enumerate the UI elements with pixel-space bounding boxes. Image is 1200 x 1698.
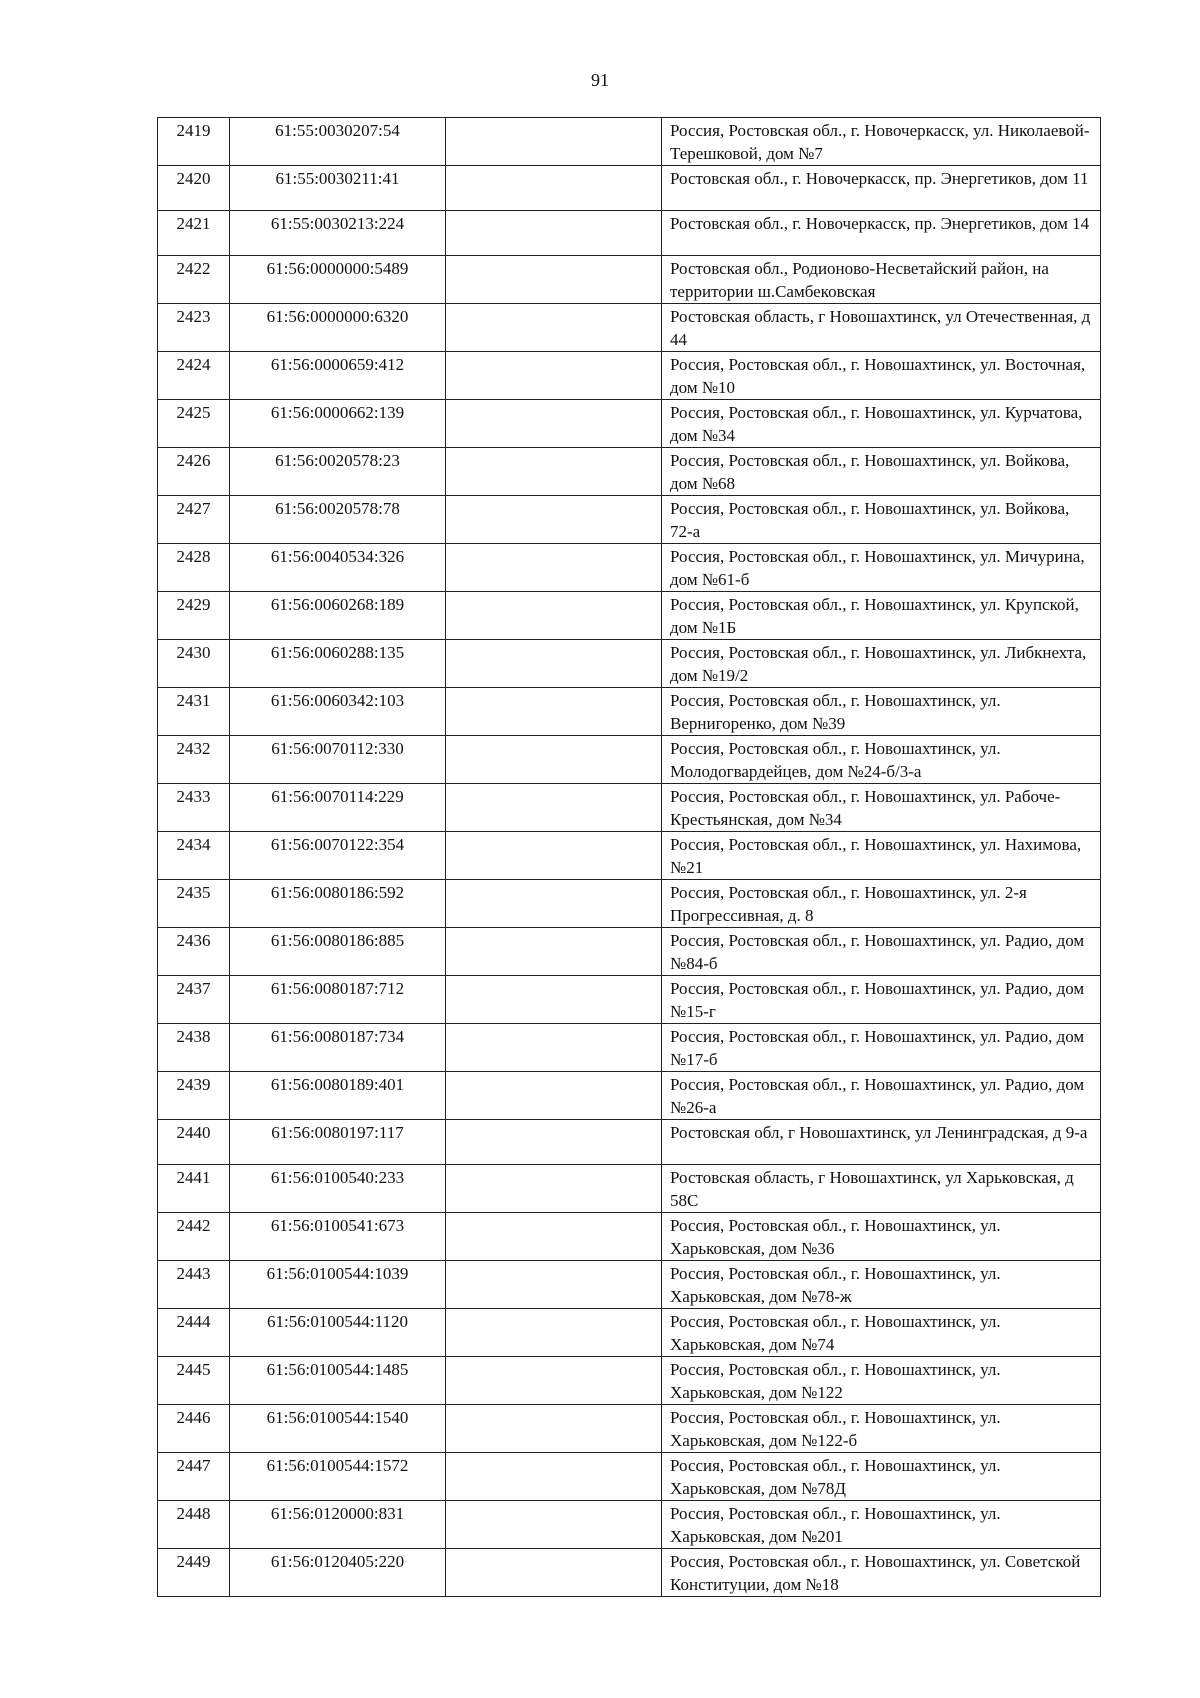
address-cell: Россия, Ростовская обл., г. Новошахтинск, ул. Рабоче-Крестьянская, дом №34 <box>662 784 1101 832</box>
cadastral-number-cell: 61:56:0100544:1572 <box>230 1453 446 1501</box>
empty-cell <box>446 736 662 784</box>
cadastral-number-cell: 61:56:0080197:117 <box>230 1120 446 1165</box>
empty-cell <box>446 1501 662 1549</box>
address-cell: Россия, Ростовская обл., г. Новошахтинск, ул. Войкова, дом №68 <box>662 448 1101 496</box>
cadastral-number-cell: 61:56:0120000:831 <box>230 1501 446 1549</box>
empty-cell <box>446 640 662 688</box>
table-row <box>158 1120 1101 1165</box>
address-cell: Россия, Ростовская обл., г. Новошахтинск, ул. Радио, дом №15-г <box>662 976 1101 1024</box>
empty-cell <box>446 400 662 448</box>
address-cell: Россия, Ростовская обл., г. Новошахтинск, ул. Нахимова, №21 <box>662 832 1101 880</box>
address-cell: Россия, Ростовская обл., г. Новочеркасск, ул. Николаевой-Терешковой, дом №7 <box>662 118 1101 166</box>
row-number-cell: 2443 <box>158 1261 230 1309</box>
table-row <box>158 1024 1101 1072</box>
address-cell: Россия, Ростовская обл., г. Новошахтинск, ул. Молодогвардейцев, дом №24-б/3-а <box>662 736 1101 784</box>
cadastral-number-cell: 61:55:0030211:41 <box>230 166 446 211</box>
row-number-cell: 2425 <box>158 400 230 448</box>
address-cell: Россия, Ростовская обл., г. Новошахтинск, ул. 2-я Прогрессивная, д. 8 <box>662 880 1101 928</box>
empty-cell <box>446 166 662 211</box>
row-number-cell: 2419 <box>158 118 230 166</box>
table-row <box>158 1549 1101 1597</box>
address-cell: Ростовская обл, г Новошахтинск, ул Ленинградская, д 9-а <box>662 1120 1101 1165</box>
cadastral-number-cell: 61:56:0070114:229 <box>230 784 446 832</box>
cadastral-number-cell: 61:56:0070122:354 <box>230 832 446 880</box>
row-number-cell: 2430 <box>158 640 230 688</box>
cadastral-number-cell: 61:56:0080186:592 <box>230 880 446 928</box>
cadastral-number-cell: 61:56:0080186:885 <box>230 928 446 976</box>
cadastral-number-cell: 61:56:0060268:189 <box>230 592 446 640</box>
cadastral-number-cell: 61:56:0070112:330 <box>230 736 446 784</box>
cadastral-number-cell: 61:56:0000662:139 <box>230 400 446 448</box>
cadastral-number-cell: 61:56:0100541:673 <box>230 1213 446 1261</box>
empty-cell <box>446 304 662 352</box>
address-cell: Россия, Ростовская обл., г. Новошахтинск, ул. Вернигоренко, дом №39 <box>662 688 1101 736</box>
row-number-cell: 2428 <box>158 544 230 592</box>
row-number-cell: 2441 <box>158 1165 230 1213</box>
empty-cell <box>446 1405 662 1453</box>
cadastral-number-cell: 61:56:0000659:412 <box>230 352 446 400</box>
table-row <box>158 1165 1101 1213</box>
row-number-cell: 2444 <box>158 1309 230 1357</box>
table-row <box>158 976 1101 1024</box>
table-row <box>158 1357 1101 1405</box>
address-cell: Ростовская обл., г. Новочеркасск, пр. Энергетиков, дом 11 <box>662 166 1101 211</box>
table-row <box>158 1405 1101 1453</box>
table-row <box>158 784 1101 832</box>
table-row <box>158 640 1101 688</box>
address-cell: Россия, Ростовская обл., г. Новошахтинск, ул. Харьковская, дом №78-ж <box>662 1261 1101 1309</box>
address-cell: Ростовская область, г Новошахтинск, ул Харьковская, д 58С <box>662 1165 1101 1213</box>
row-number-cell: 2439 <box>158 1072 230 1120</box>
table-row <box>158 880 1101 928</box>
row-number-cell: 2436 <box>158 928 230 976</box>
row-number-cell: 2422 <box>158 256 230 304</box>
cadastral-number-cell: 61:56:0020578:78 <box>230 496 446 544</box>
cadastral-number-cell: 61:56:0060342:103 <box>230 688 446 736</box>
empty-cell <box>446 1261 662 1309</box>
empty-cell <box>446 592 662 640</box>
address-cell: Ростовская обл., г. Новочеркасск, пр. Энергетиков, дом 14 <box>662 211 1101 256</box>
address-cell: Ростовская область, г Новошахтинск, ул Отечественная, д 44 <box>662 304 1101 352</box>
empty-cell <box>446 352 662 400</box>
table-row <box>158 256 1101 304</box>
table-row <box>158 544 1101 592</box>
cadastral-number-cell: 61:56:0060288:135 <box>230 640 446 688</box>
row-number-cell: 2437 <box>158 976 230 1024</box>
address-cell: Россия, Ростовская обл., г. Новошахтинск, ул. Харьковская, дом №36 <box>662 1213 1101 1261</box>
table-row <box>158 352 1101 400</box>
empty-cell <box>446 1309 662 1357</box>
empty-cell <box>446 1453 662 1501</box>
cadastral-number-cell: 61:56:0040534:326 <box>230 544 446 592</box>
row-number-cell: 2431 <box>158 688 230 736</box>
table-row <box>158 496 1101 544</box>
row-number-cell: 2433 <box>158 784 230 832</box>
address-cell: Ростовская обл., Родионово-Несветайский район, на территории ш.Самбековская <box>662 256 1101 304</box>
empty-cell <box>446 832 662 880</box>
table-row <box>158 832 1101 880</box>
empty-cell <box>446 256 662 304</box>
cadastral-number-cell: 61:55:0030213:224 <box>230 211 446 256</box>
address-cell: Россия, Ростовская обл., г. Новошахтинск, ул. Войкова, 72-а <box>662 496 1101 544</box>
row-number-cell: 2449 <box>158 1549 230 1597</box>
cadastral-number-cell: 61:56:0100544:1485 <box>230 1357 446 1405</box>
empty-cell <box>446 1024 662 1072</box>
table-row <box>158 118 1101 166</box>
table-row <box>158 1453 1101 1501</box>
table-row <box>158 304 1101 352</box>
cadastral-number-cell: 61:56:0080187:712 <box>230 976 446 1024</box>
address-cell: Россия, Ростовская обл., г. Новошахтинск, ул. Харьковская, дом №74 <box>662 1309 1101 1357</box>
table-row <box>158 688 1101 736</box>
row-number-cell: 2429 <box>158 592 230 640</box>
empty-cell <box>446 1213 662 1261</box>
empty-cell <box>446 976 662 1024</box>
table-row <box>158 1309 1101 1357</box>
cadastral-number-cell: 61:56:0080189:401 <box>230 1072 446 1120</box>
table-row <box>158 400 1101 448</box>
table-row <box>158 928 1101 976</box>
address-cell: Россия, Ростовская обл., г. Новошахтинск, ул. Курчатова, дом №34 <box>662 400 1101 448</box>
address-cell: Россия, Ростовская обл., г. Новошахтинск, ул. Радио, дом №26-а <box>662 1072 1101 1120</box>
row-number-cell: 2427 <box>158 496 230 544</box>
cadastral-number-cell: 61:55:0030207:54 <box>230 118 446 166</box>
address-cell: Россия, Ростовская обл., г. Новошахтинск, ул. Радио, дом №17-б <box>662 1024 1101 1072</box>
cadastral-number-cell: 61:56:0100540:233 <box>230 1165 446 1213</box>
table-row <box>158 448 1101 496</box>
empty-cell <box>446 211 662 256</box>
empty-cell <box>446 448 662 496</box>
row-number-cell: 2421 <box>158 211 230 256</box>
table-row <box>158 592 1101 640</box>
address-cell: Россия, Ростовская обл., г. Новошахтинск, ул. Восточная, дом №10 <box>662 352 1101 400</box>
page-number: 91 <box>591 70 609 90</box>
registry-table-body <box>158 118 1101 1597</box>
empty-cell <box>446 1549 662 1597</box>
row-number-cell: 2420 <box>158 166 230 211</box>
cadastral-number-cell: 61:56:0100544:1039 <box>230 1261 446 1309</box>
row-number-cell: 2434 <box>158 832 230 880</box>
address-cell: Россия, Ростовская обл., г. Новошахтинск, ул. Харьковская, дом №122-б <box>662 1405 1101 1453</box>
empty-cell <box>446 1357 662 1405</box>
cadastral-number-cell: 61:56:0080187:734 <box>230 1024 446 1072</box>
row-number-cell: 2447 <box>158 1453 230 1501</box>
empty-cell <box>446 784 662 832</box>
address-cell: Россия, Ростовская обл., г. Новошахтинск, ул. Радио, дом №84-б <box>662 928 1101 976</box>
address-cell: Россия, Ростовская обл., г. Новошахтинск, ул. Харьковская, дом №201 <box>662 1501 1101 1549</box>
row-number-cell: 2432 <box>158 736 230 784</box>
row-number-cell: 2448 <box>158 1501 230 1549</box>
row-number-cell: 2442 <box>158 1213 230 1261</box>
address-cell: Россия, Ростовская обл., г. Новошахтинск, ул. Либкнехта, дом №19/2 <box>662 640 1101 688</box>
empty-cell <box>446 544 662 592</box>
row-number-cell: 2445 <box>158 1357 230 1405</box>
empty-cell <box>446 496 662 544</box>
row-number-cell: 2440 <box>158 1120 230 1165</box>
cadastral-number-cell: 61:56:0000000:5489 <box>230 256 446 304</box>
cadastral-number-cell: 61:56:0100544:1540 <box>230 1405 446 1453</box>
empty-cell <box>446 118 662 166</box>
cadastral-number-cell: 61:56:0000000:6320 <box>230 304 446 352</box>
row-number-cell: 2426 <box>158 448 230 496</box>
address-cell: Россия, Ростовская обл., г. Новошахтинск, ул. Советской Конституции, дом №18 <box>662 1549 1101 1597</box>
table-row <box>158 1501 1101 1549</box>
empty-cell <box>446 1165 662 1213</box>
row-number-cell: 2424 <box>158 352 230 400</box>
address-cell: Россия, Ростовская обл., г. Новошахтинск, ул. Крупской, дом №1Б <box>662 592 1101 640</box>
table-row <box>158 736 1101 784</box>
empty-cell <box>446 928 662 976</box>
address-cell: Россия, Ростовская обл., г. Новошахтинск, ул. Мичурина, дом №61-б <box>662 544 1101 592</box>
registry-table <box>157 117 1101 1597</box>
empty-cell <box>446 1120 662 1165</box>
table-row <box>158 1213 1101 1261</box>
address-cell: Россия, Ростовская обл., г. Новошахтинск, ул. Харьковская, дом №122 <box>662 1357 1101 1405</box>
table-row <box>158 1261 1101 1309</box>
table-row <box>158 166 1101 211</box>
row-number-cell: 2438 <box>158 1024 230 1072</box>
cadastral-number-cell: 61:56:0120405:220 <box>230 1549 446 1597</box>
row-number-cell: 2446 <box>158 1405 230 1453</box>
table-row <box>158 211 1101 256</box>
cadastral-number-cell: 61:56:0100544:1120 <box>230 1309 446 1357</box>
address-cell: Россия, Ростовская обл., г. Новошахтинск, ул. Харьковская, дом №78Д <box>662 1453 1101 1501</box>
row-number-cell: 2435 <box>158 880 230 928</box>
empty-cell <box>446 1072 662 1120</box>
row-number-cell: 2423 <box>158 304 230 352</box>
cadastral-number-cell: 61:56:0020578:23 <box>230 448 446 496</box>
empty-cell <box>446 688 662 736</box>
empty-cell <box>446 880 662 928</box>
table-row <box>158 1072 1101 1120</box>
